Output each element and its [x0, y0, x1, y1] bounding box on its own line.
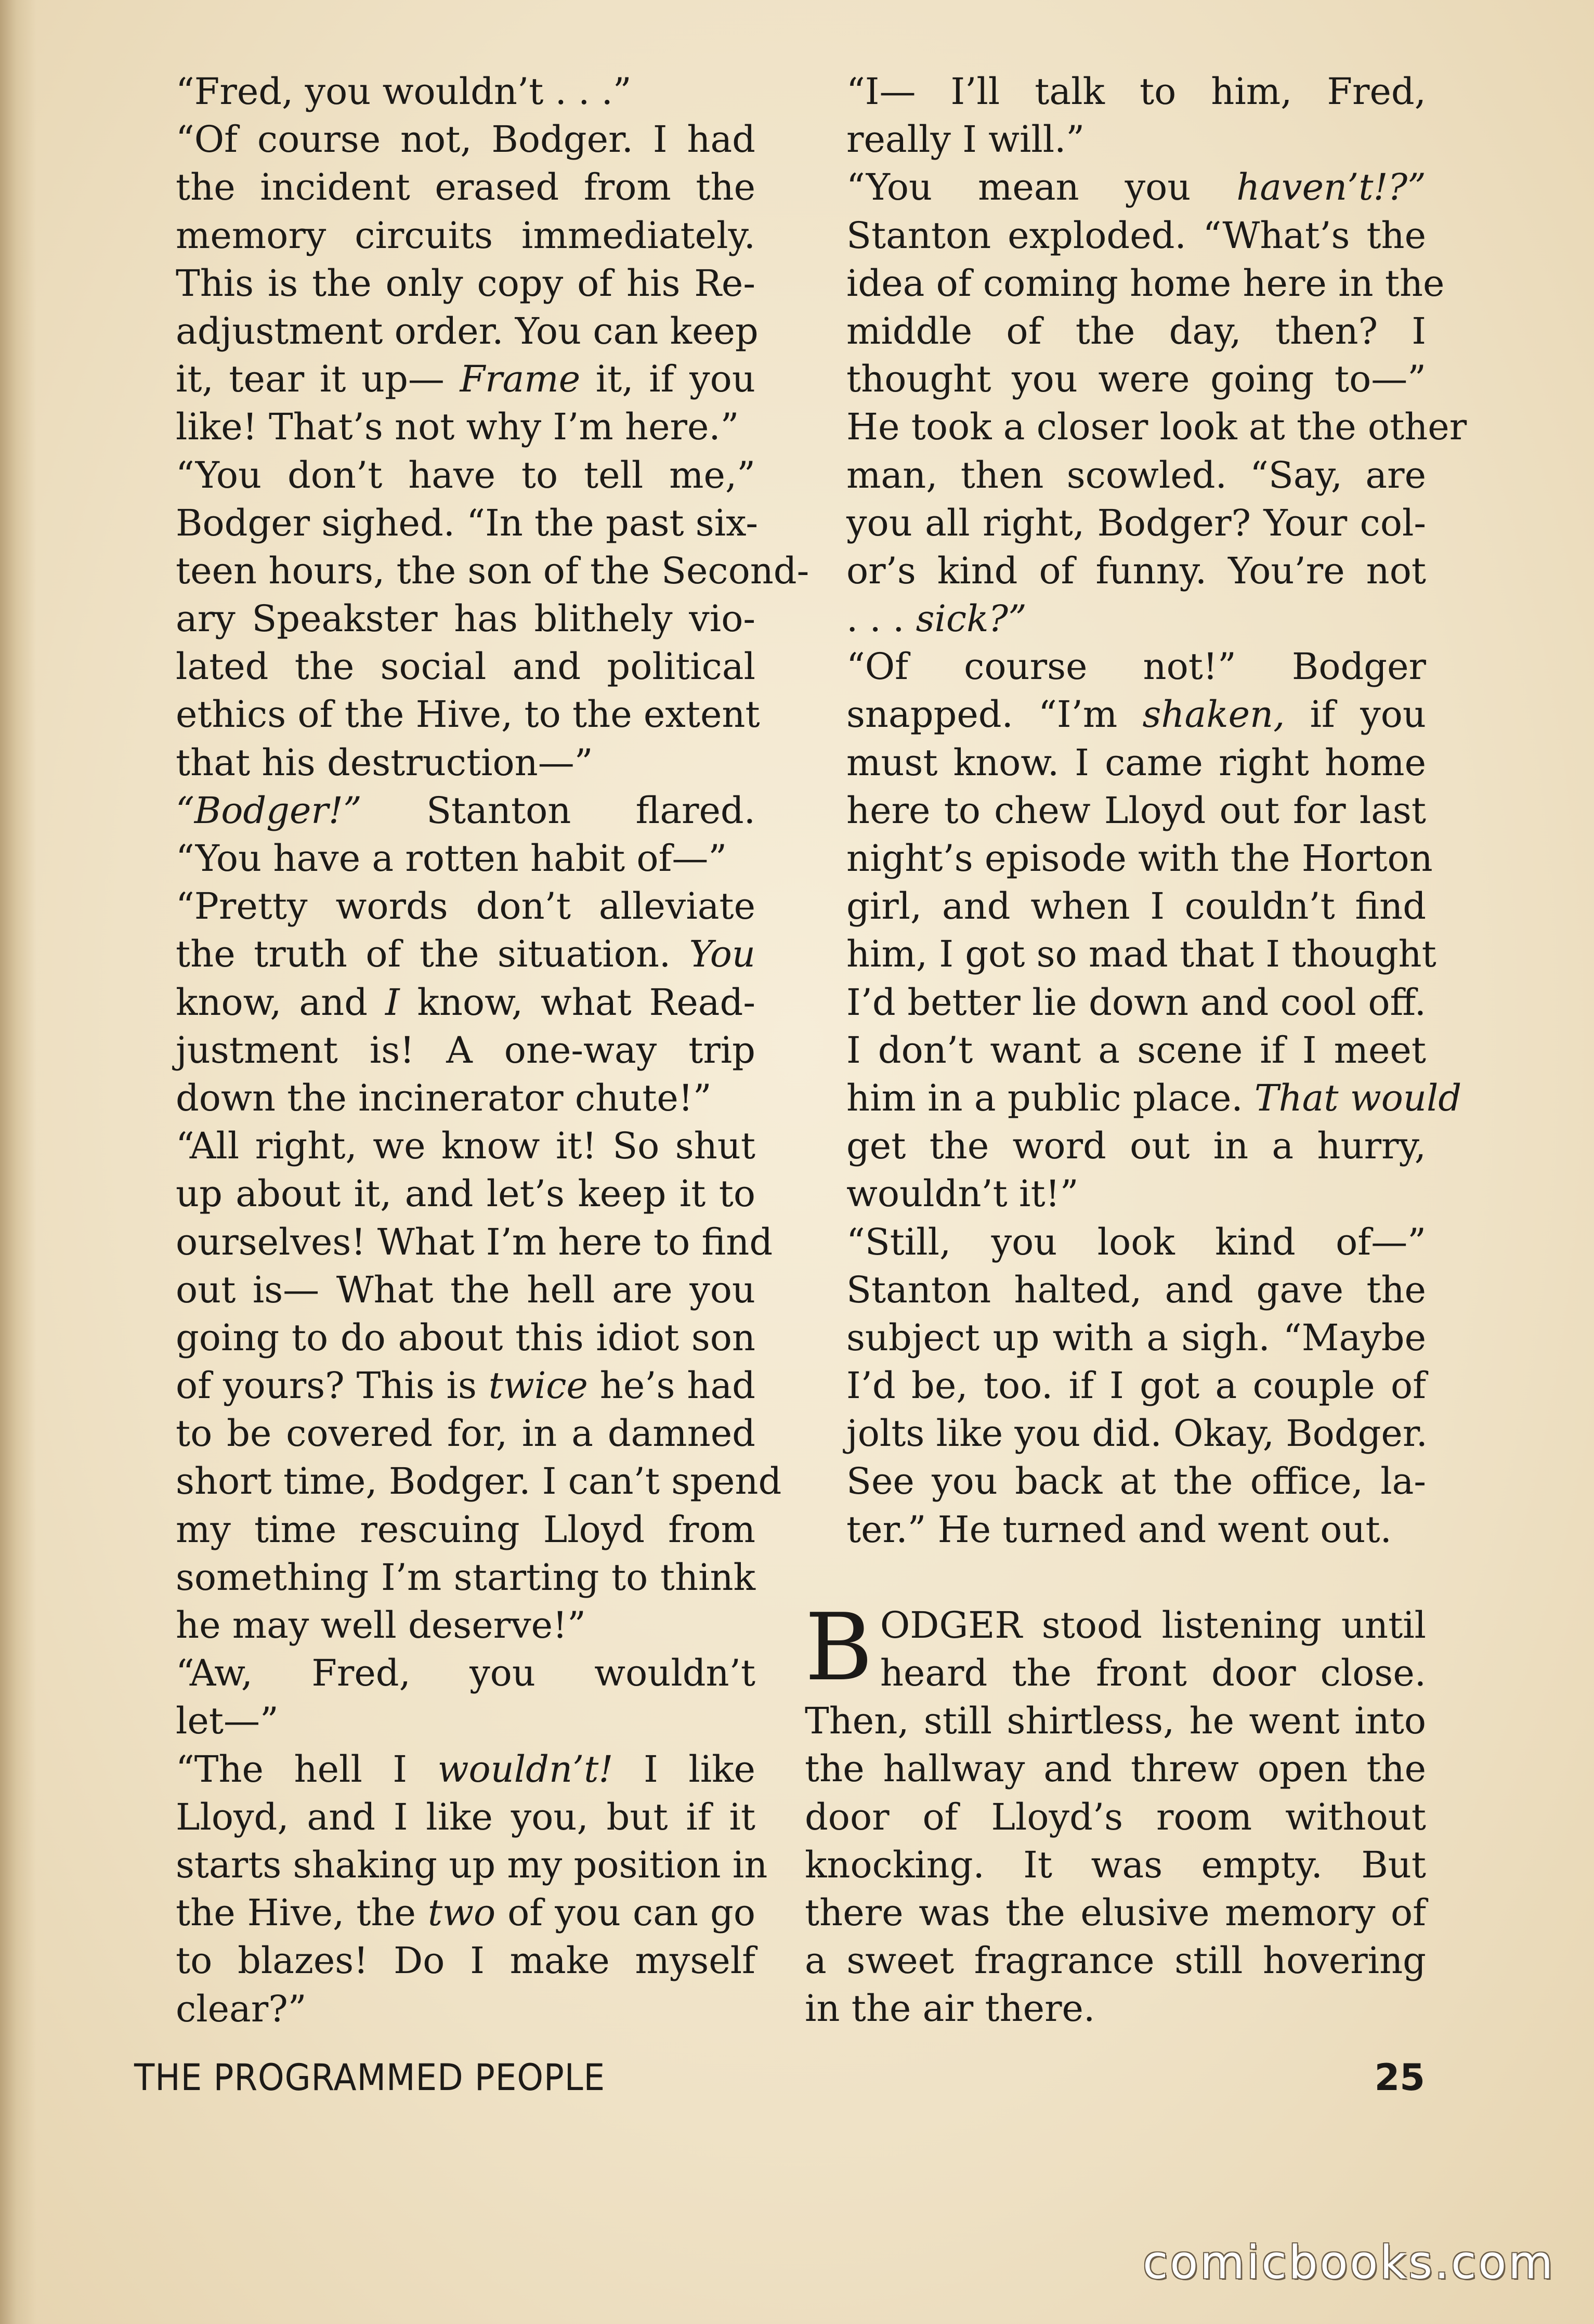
text-line: “Still, you look kind of—” [846, 1220, 1426, 1263]
text-line: Lloyd, and I like you, but if it [176, 1795, 755, 1838]
text-line: I’d be, too. if I got a couple of [846, 1364, 1426, 1407]
text-line: I’d better lie down and cool off. [846, 981, 1426, 1024]
page-number: 25 [1374, 2056, 1425, 2099]
text-line: door of Lloyd’s room without [805, 1795, 1426, 1838]
text-line: you all right, Bodger? Your col- [846, 501, 1426, 544]
text-line: “Pretty words don’t alleviate [176, 885, 755, 928]
text-line: must know. I came right home [846, 741, 1426, 784]
text-line: middle of the day, then? I [846, 309, 1426, 352]
text-line: ethics of the Hive, to the extent [176, 693, 760, 736]
paragraph [134, 1649, 755, 1745]
text-line: or’s kind of funny. You’re not [846, 549, 1426, 592]
text-line: clear?” [176, 1987, 307, 2030]
text-line: “Fred, you wouldn’t . . .” [176, 70, 632, 113]
text-line: here to chew Lloyd out for last [846, 789, 1426, 832]
watermark-logo: comicbooks.com [1142, 2236, 1555, 2289]
paragraph [134, 787, 755, 882]
text-line: knocking. It was empty. But [805, 1843, 1426, 1886]
text-line: that his destruction—” [176, 741, 593, 784]
text-line: “All right, we know it! So shut [176, 1125, 755, 1168]
text-line: “You have a rotten habit of—” [176, 837, 727, 880]
text-line: ourselves! What I’m here to find [176, 1220, 773, 1263]
text-line: down the incinerator chute!” [176, 1076, 712, 1119]
text-line: snapped. “I’m shaken, if you [846, 693, 1426, 736]
dropcap-paragraph [805, 1593, 1426, 2033]
text-line: “Bodger!” Stanton flared. [176, 789, 755, 832]
text-line: the Hive, the two of you can go [176, 1891, 755, 1935]
text-line: jolts like you did. Okay, Bodger. [846, 1412, 1428, 1455]
text-line: there was the elusive memory of [805, 1891, 1426, 1934]
paragraph [134, 1122, 782, 1649]
text-line: girl, and when I couldn’t find [846, 885, 1426, 928]
text-line: justment is! A one-way trip [176, 1028, 755, 1072]
text-line: ODGER stood listening until [880, 1603, 1426, 1647]
text-line: He took a closer look at the other [846, 406, 1467, 449]
text-line: going to do about this idiot son [176, 1316, 755, 1359]
paragraph [134, 1745, 768, 2033]
text-line: him, I got so mad that I thought [846, 933, 1436, 976]
text-line: know, and I know, what Read- [176, 981, 755, 1024]
text-line: memory circuits immediately. [176, 214, 755, 257]
paragraph [134, 451, 809, 787]
paragraph [134, 115, 759, 451]
text-line: really I will.” [846, 118, 1085, 161]
text-line: get the word out in a hurry, [846, 1125, 1426, 1168]
text-line: “Of course not, Bodger. I had [176, 118, 755, 161]
text-line: heard the front door close. [880, 1652, 1426, 1694]
paragraph [805, 163, 1467, 643]
text-line: he may well deserve!” [176, 1604, 586, 1647]
text-line: of yours? This is twice he’s had [176, 1364, 755, 1407]
page-spine-shadow [0, 0, 36, 2324]
text-line: to blazes! Do I make myself [176, 1939, 755, 1982]
text-line: “You don’t have to tell me,” [176, 453, 755, 497]
text-line: a sweet fragrance still hovering [805, 1939, 1426, 1982]
text-line: ter.” He turned and went out. [846, 1508, 1392, 1551]
text-line: adjustment order. You can keep [176, 309, 759, 352]
paragraph [805, 643, 1462, 1218]
left-text-column [134, 68, 809, 2033]
paragraph [805, 1218, 1426, 1553]
text-line: subject up with a sigh. “Maybe [846, 1316, 1426, 1359]
text-line: This is the only copy of his Re- [176, 262, 755, 305]
text-line: in the air there. [805, 1987, 1095, 2030]
text-line: “You mean you haven’t!?” [846, 166, 1426, 209]
text-line: like! That’s not why I’m here.” [176, 406, 739, 449]
text-line: let—” [176, 1700, 279, 1743]
drop-cap-letter: B [805, 1593, 873, 1701]
text-line: lated the social and political [176, 645, 755, 688]
running-footer-title: THE PROGRAMMED PEOPLE [134, 2056, 606, 2099]
text-line: “Of course not!” Bodger [846, 645, 1426, 688]
paragraph [134, 68, 755, 115]
text-line: “Aw, Fred, you wouldn’t [176, 1652, 755, 1695]
text-line: thought you were going to—” [846, 358, 1426, 401]
text-line: short time, Bodger. I can’t spend [176, 1460, 782, 1503]
text-line: out is— What the hell are you [176, 1268, 755, 1311]
text-line: “I— I’ll talk to him, Fred, [846, 70, 1426, 113]
text-line: man, then scowled. “Say, are [846, 453, 1426, 497]
text-line: the hallway and threw open the [805, 1747, 1426, 1791]
text-line: Stanton halted, and gave the [846, 1268, 1426, 1311]
text-line: my time rescuing Lloyd from [176, 1508, 755, 1551]
text-line: . . . sick?” [846, 597, 1027, 641]
text-line: night’s episode with the Horton [846, 837, 1433, 880]
text-line: the truth of the situation. You [176, 933, 755, 976]
text-line: idea of coming home here in the [846, 262, 1445, 305]
text-line: teen hours, the son of the Second- [176, 549, 809, 592]
text-line: I don’t want a scene if I meet [846, 1028, 1426, 1072]
text-line: Then, still shirtless, he went into [805, 1700, 1426, 1743]
text-line: ary Speakster has blithely vio- [176, 597, 755, 641]
text-line: the incident erased from the [176, 166, 755, 209]
text-line: “The hell I wouldn’t! I like [176, 1747, 755, 1791]
text-line: starts shaking up my position in [176, 1843, 768, 1886]
right-text-column [805, 68, 1467, 2033]
text-line: Stanton exploded. “What’s the [846, 214, 1426, 257]
text-line: it, tear it up— Frame it, if you [176, 358, 755, 401]
paragraph [805, 68, 1426, 163]
text-line: to be covered for, in a damned [176, 1412, 755, 1455]
text-line: him in a public place. That would [846, 1076, 1462, 1119]
text-line: See you back at the office, la- [846, 1460, 1426, 1503]
text-line: wouldn’t it!” [846, 1172, 1079, 1216]
text-line: up about it, and let’s keep it to [176, 1172, 755, 1216]
text-line: something I’m starting to think [176, 1556, 755, 1599]
text-line: Bodger sighed. “In the past six- [176, 501, 758, 544]
paragraph [134, 882, 755, 1122]
